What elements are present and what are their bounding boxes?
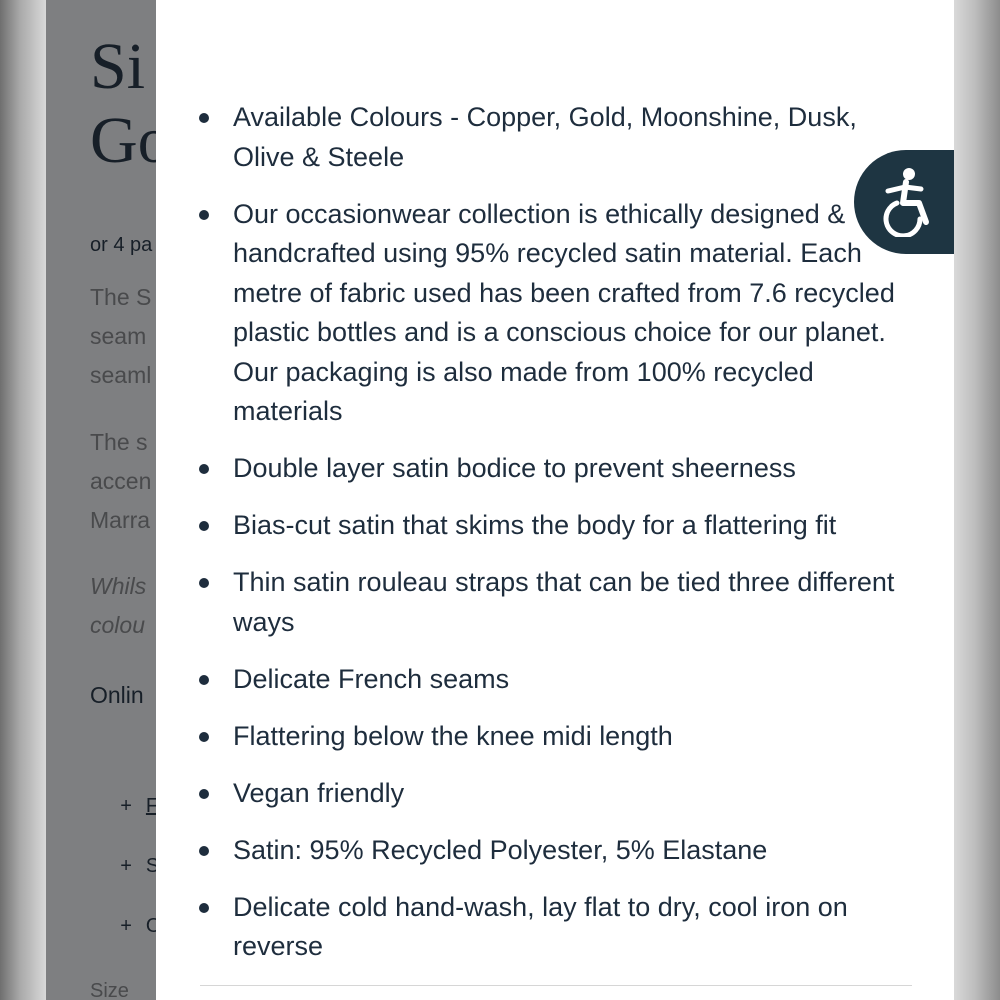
wheelchair-accessibility-icon [876, 167, 938, 237]
feature-item-material: Satin: 95% Recycled Polyester, 5% Elastane [233, 831, 913, 871]
feature-list [233, 98, 913, 984]
feature-item-bias-cut: Bias-cut satin that skims the body for a flattering fit [233, 506, 913, 546]
feature-item-care: Delicate cold hand-wash, lay flat to dry, cool iron on reverse [233, 888, 913, 967]
feature-item-bodice: Double layer satin bodice to prevent sheerness [233, 449, 913, 489]
feature-item-ethical: Our occasionwear collection is ethically designed & handcrafted using 95% recycled satin material. Each metre of fabric used has been crafted from 7.6 recycled plastic bottles and is a conscious choice for our planet. Our packaging is also made from 100% recycled materials [233, 195, 913, 432]
feature-item-vegan: Vegan friendly [233, 774, 913, 814]
feature-item-length: Flattering below the knee midi length [233, 717, 913, 757]
product-details-modal [156, 0, 954, 1000]
feature-item-straps: Thin satin rouleau straps that can be tied three different ways [233, 563, 913, 642]
feature-item-seams: Delicate French seams [233, 660, 913, 700]
accessibility-button[interactable] [854, 150, 954, 254]
divider [200, 985, 912, 986]
feature-item-colours: Available Colours - Copper, Gold, Moonshine, Dusk, Olive & Steele [233, 98, 913, 177]
